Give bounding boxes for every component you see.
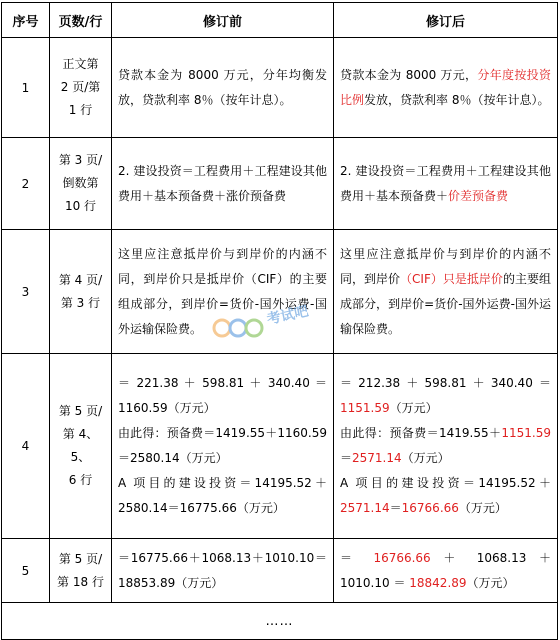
header-page: 页数/行 [50,3,112,38]
ellipsis: …… [2,603,558,640]
page-line: 第 3 页/ [58,153,103,167]
revised-text: 1151.59 [340,401,390,415]
revised-text: 2571.14 [352,451,402,465]
before-paragraph: ＝ 221.38 ＋ 598.81 ＋ 340.40 ＝ 1160.59（万元） [118,376,327,415]
text-segment: 由此得：预备费＝1419.55＋ [340,426,502,440]
text-segment: 2. 建设投资＝工程费用＋工程建设其他费用＋基本预备费＋ [340,163,551,203]
text-segment: 贷款本金为 8000 万元， [340,67,478,82]
before-paragraph: 这里应注意抵岸价与到岸价的内涵不同，到岸价只是抵岸价（CIF）的主要组成部分，到岸价=货价-国外运费-国外运输保险费。 [118,246,327,336]
ellipsis-row [2,603,558,640]
watermark-text: 考试吧 [265,303,310,328]
row-page [50,230,112,354]
text-segment: （万元） [466,575,515,590]
after-paragraph [340,546,551,596]
text-segment: 发放，贷款利率 8％（按年计息）。 [364,92,550,107]
header-before: 修订前 [112,3,334,38]
text-segment: 的主要组成部分，到岸价=货价-国外运费-国外运输保险费。 [340,271,551,336]
row-index: 2 [2,138,50,230]
text-segment: A 项目的建设投资＝14195.52＋ [340,476,551,490]
before-paragraph: ＝16775.66＋1068.13＋1010.10＝18853.89（万元） [118,550,327,590]
page-line: 1 行 [68,103,93,117]
page-line: 10 行 [64,199,97,213]
before-paragraph: 2. 建设投资＝工程费用＋工程建设其他费用＋基本预备费＋涨价预备费 [118,163,327,203]
revised-text: 16766.66 [401,501,459,515]
before-text [112,138,334,230]
before-text [112,539,334,603]
page-line: 第 5 页/ [58,551,103,566]
text-segment: ＋ 1068.13 ＋ 1010.10 ＝ [340,550,551,590]
page-line: 第 4 页/ [58,272,103,287]
after-text [334,230,558,354]
before-paragraph: 由此得：预备费＝1419.55＋1160.59＝2580.14（万元） [118,426,327,465]
table-row [2,138,558,230]
table-row [2,539,558,603]
table-row [2,38,558,138]
text-segment: ＝ [340,550,374,565]
text-segment: （万元） [401,451,450,465]
header-after: 修订后 [334,3,558,38]
page-line: 第 5 页/ [58,404,103,418]
row-index: 3 [2,230,50,354]
revised-text: 2571.14 [340,501,390,515]
page-line: 第 4、5、 [62,427,99,464]
after-paragraph [340,159,551,209]
revised-text: 价差预备费 [448,188,509,203]
after-paragraph [340,242,551,342]
table-row [2,230,558,354]
text-segment: （万元） [458,501,507,515]
row-page [50,539,112,603]
page-line: 第 18 行 [57,574,104,589]
before-text [112,38,334,138]
text-segment: ＝ [340,451,353,465]
text-segment: 这里应注意抵岸价与到岸价的内涵不同，到岸价 [340,246,551,286]
row-page [50,38,112,138]
row-index: 4 [2,354,50,539]
page-line: 6 行 [68,473,93,487]
after-paragraph [340,421,551,471]
before-paragraph: 贷款本金为 8000 万元，分年均衡发放，贷款利率 8％（按年计息）。 [118,67,327,107]
after-text [334,354,558,539]
text-segment: ＝212.38＋598.81＋340.40＝ [340,376,551,390]
after-paragraph [340,371,551,421]
page-line: 2 页/第 [60,80,101,94]
row-page [50,138,112,230]
text-segment: ＝ [389,501,402,515]
page-line: 第 3 行 [60,295,101,310]
revised-text: 18842.89 [409,575,467,590]
errata-table [1,2,558,640]
after-text [334,138,558,230]
after-paragraph [340,63,551,113]
after-text [334,38,558,138]
row-index: 1 [2,38,50,138]
row-index: 5 [2,539,50,603]
after-paragraph [340,471,551,521]
revised-text: （CIF）只是抵岸价 [400,271,503,286]
header-row [2,3,558,38]
revised-text: 1151.59 [501,426,551,440]
revised-text: 分年度按投资比例 [340,67,551,107]
before-text [112,354,334,539]
after-text [334,539,558,603]
page-line: 倒数第 [62,176,99,190]
before-paragraph: A 项目的建设投资＝14195.52＋2580.14＝16775.66（万元） [118,476,327,515]
row-page [50,354,112,539]
table-row [2,354,558,539]
page-line: 正文第 [62,57,99,71]
before-text [112,230,334,354]
revised-text: 16766.66 [373,550,431,565]
header-index: 序号 [2,3,50,38]
text-segment: （万元） [389,401,438,415]
